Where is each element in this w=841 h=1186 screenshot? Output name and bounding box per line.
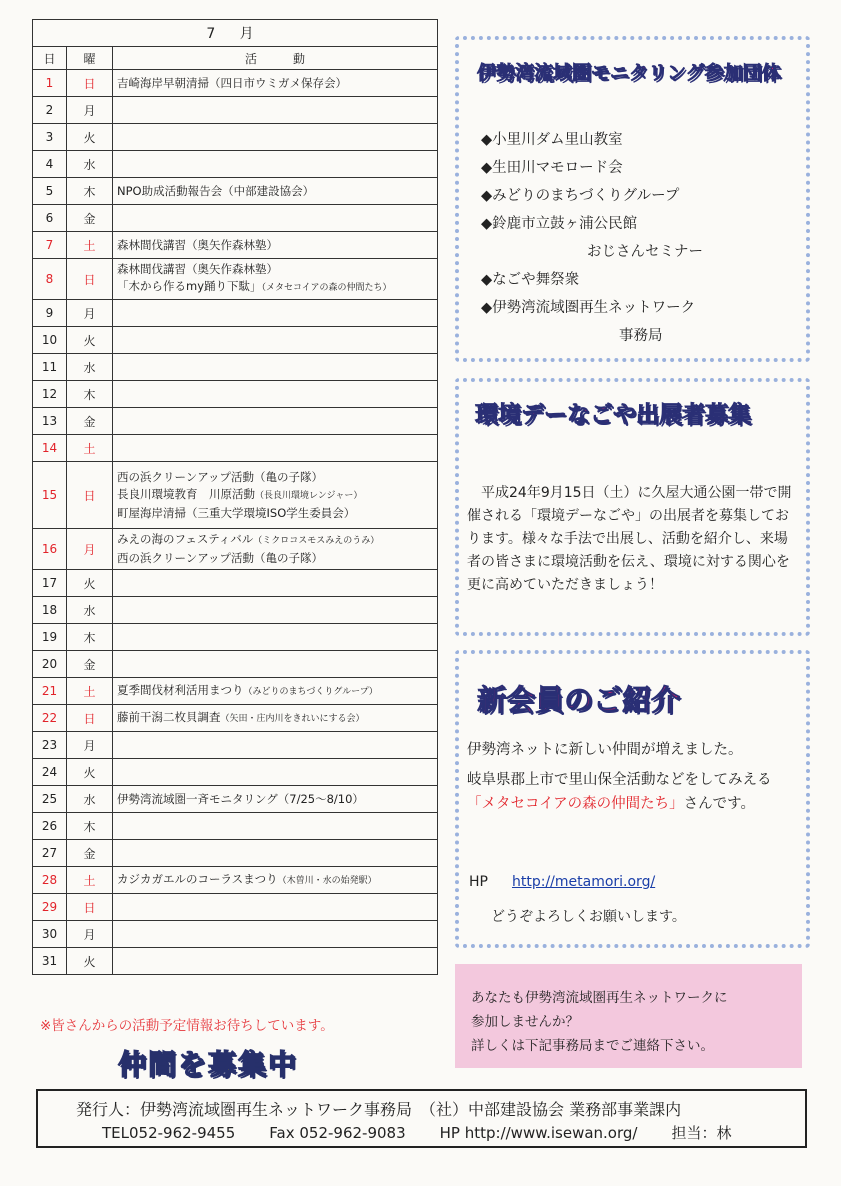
weekday-cell: 金 bbox=[67, 840, 113, 867]
table-row bbox=[33, 597, 438, 624]
weekday-cell: 金 bbox=[67, 205, 113, 232]
activity-cell bbox=[113, 178, 438, 205]
table-row bbox=[33, 813, 438, 840]
day-cell: 9 bbox=[33, 300, 67, 327]
activity-line bbox=[117, 505, 433, 522]
day-cell: 18 bbox=[33, 597, 67, 624]
join-invite-box bbox=[455, 964, 802, 1068]
weekday-cell: 月 bbox=[67, 97, 113, 124]
join-line-1: あなたも伊勢湾流域圏再生ネットワークに bbox=[471, 990, 728, 1006]
weekday-cell: 木 bbox=[67, 624, 113, 651]
activity-cell bbox=[113, 570, 438, 597]
weekday-cell: 火 bbox=[67, 759, 113, 786]
table-row bbox=[33, 435, 438, 462]
activity-cell bbox=[113, 597, 438, 624]
new-member-body bbox=[467, 738, 799, 816]
day-cell: 24 bbox=[33, 759, 67, 786]
weekday-cell: 月 bbox=[67, 300, 113, 327]
activity-text: 森林間伐講習（奥矢作森林塾） bbox=[117, 237, 278, 252]
activity-cell bbox=[113, 948, 438, 975]
weekday-cell: 月 bbox=[67, 921, 113, 948]
day-cell: 6 bbox=[33, 205, 67, 232]
contact-line bbox=[102, 1122, 765, 1143]
activity-line bbox=[117, 709, 433, 728]
activity-line bbox=[117, 75, 433, 92]
table-row bbox=[33, 205, 438, 232]
activity-text: 伊勢湾流域圏一斉モニタリング（7/25～8/10） bbox=[117, 791, 364, 806]
list-item: ◆伊勢湾流域圏再生ネットワーク bbox=[481, 300, 696, 316]
weekday-cell: 金 bbox=[67, 408, 113, 435]
activity-text: 吉崎海岸早朝清掃（四日市ウミガメ保存会） bbox=[117, 75, 347, 90]
join-line-2: 参加しませんか？ bbox=[471, 1014, 579, 1030]
expo-body: 平成24年9月15日（土）に久屋大通公園一帯で開催される「環境デーなごや」の出展者を募集しております。様々な手法で出展し、活動を紹介し、来場者の皆さまに環境活動を伝え、環境に対する関心を更に高めていただきましょう！ bbox=[467, 485, 792, 593]
activity-text: 藤前干潟二枚貝調査 bbox=[117, 709, 221, 724]
weekday-cell: 金 bbox=[67, 651, 113, 678]
activity-cell bbox=[113, 151, 438, 178]
day-cell: 27 bbox=[33, 840, 67, 867]
day-cell: 25 bbox=[33, 786, 67, 813]
activity-line bbox=[117, 531, 433, 550]
table-row bbox=[33, 124, 438, 151]
list-item: ◆生田川マモロード会 bbox=[481, 160, 623, 176]
activity-cell bbox=[113, 435, 438, 462]
activity-cell bbox=[113, 651, 438, 678]
activity-cell bbox=[113, 813, 438, 840]
weekday-cell: 火 bbox=[67, 948, 113, 975]
activity-line bbox=[117, 871, 433, 890]
table-row bbox=[33, 151, 438, 178]
activity-org: （メタセコイアの森の仲間たち） bbox=[261, 283, 392, 293]
weekday-cell: 日 bbox=[67, 462, 113, 529]
recruit-banner: 仲間を募集中 bbox=[118, 1048, 299, 1081]
join-invite-text bbox=[471, 986, 728, 1058]
day-cell: 19 bbox=[33, 624, 67, 651]
monitoring-box bbox=[455, 36, 810, 362]
weekday-header: 曜 bbox=[67, 47, 113, 70]
table-row bbox=[33, 354, 438, 381]
table-row bbox=[33, 867, 438, 894]
activity-cell bbox=[113, 921, 438, 948]
day-cell: 16 bbox=[33, 529, 67, 570]
activity-cell bbox=[113, 354, 438, 381]
activity-cell bbox=[113, 894, 438, 921]
activity-text: みえの海のフェスティバル bbox=[117, 532, 254, 546]
weekday-cell: 木 bbox=[67, 381, 113, 408]
activity-info-note: ※皆さんからの活動予定情報お待ちしています。 bbox=[40, 1018, 334, 1034]
weekday-cell: 火 bbox=[67, 327, 113, 354]
list-item: ◆鈴鹿市立鼓ヶ浦公民館 bbox=[481, 216, 638, 232]
day-cell: 13 bbox=[33, 408, 67, 435]
table-row bbox=[33, 624, 438, 651]
activity-cell bbox=[113, 408, 438, 435]
activity-cell bbox=[113, 705, 438, 732]
activity-line bbox=[117, 550, 433, 567]
monitoring-title: 伊勢湾流域圏モニタリング参加団体 bbox=[477, 62, 781, 84]
list-item: 事務局 bbox=[619, 328, 663, 344]
day-cell: 3 bbox=[33, 124, 67, 151]
weekday-cell: 月 bbox=[67, 529, 113, 570]
table-row bbox=[33, 97, 438, 124]
member-hp bbox=[469, 874, 655, 890]
activity-org: （みどりのまちづくりグループ） bbox=[243, 686, 378, 697]
table-row bbox=[33, 759, 438, 786]
member-paragraph-2 bbox=[467, 768, 799, 816]
expo-title: 環境デーなごや出展者募集 bbox=[475, 402, 751, 428]
activity-cell bbox=[113, 381, 438, 408]
table-row bbox=[33, 840, 438, 867]
weekday-cell: 土 bbox=[67, 678, 113, 705]
fax-number: Fax 052-962-9083 bbox=[269, 1124, 406, 1142]
weekday-cell: 月 bbox=[67, 732, 113, 759]
activity-cell bbox=[113, 232, 438, 259]
list-item: ◆みどりのまちづくりグループ bbox=[481, 188, 680, 204]
activity-text: NPO助成活動報告会（中部建設協会） bbox=[117, 183, 315, 198]
table-row bbox=[33, 462, 438, 529]
day-cell: 23 bbox=[33, 732, 67, 759]
activity-cell bbox=[113, 867, 438, 894]
activity-cell bbox=[113, 624, 438, 651]
activity-org: （木曽川・水の始発駅） bbox=[277, 875, 377, 886]
table-row bbox=[33, 300, 438, 327]
activity-text: 西の浜クリーンアップ活動（亀の子隊） bbox=[117, 469, 323, 484]
weekday-cell: 日 bbox=[67, 894, 113, 921]
day-cell: 1 bbox=[33, 70, 67, 97]
day-cell: 21 bbox=[33, 678, 67, 705]
member-group-name: 「メタセコイアの森の仲間たち」 bbox=[467, 796, 684, 812]
day-cell: 15 bbox=[33, 462, 67, 529]
month-title: 7 月 bbox=[33, 20, 438, 47]
expo-box bbox=[455, 378, 810, 636]
table-row bbox=[33, 651, 438, 678]
activity-org: （矢田・庄内川をきれいにする会） bbox=[220, 713, 365, 724]
hp-link[interactable]: http://metamori.org/ bbox=[511, 874, 656, 890]
hp-label: HP bbox=[469, 874, 488, 890]
table-row bbox=[33, 232, 438, 259]
weekday-cell: 土 bbox=[67, 232, 113, 259]
list-item: ◆小里川ダム里山教室 bbox=[481, 132, 623, 148]
day-cell: 12 bbox=[33, 381, 67, 408]
activity-cell bbox=[113, 327, 438, 354]
activity-cell bbox=[113, 786, 438, 813]
regards-text: どうぞよろしくお願いします。 bbox=[491, 909, 686, 925]
activity-line bbox=[117, 791, 433, 808]
activity-text: 西の浜クリーンアップ活動（亀の子隊） bbox=[117, 551, 323, 565]
table-row bbox=[33, 570, 438, 597]
table-row bbox=[33, 678, 438, 705]
weekday-cell: 火 bbox=[67, 124, 113, 151]
day-cell: 4 bbox=[33, 151, 67, 178]
activity-line bbox=[117, 486, 433, 505]
table-row bbox=[33, 381, 438, 408]
day-cell: 2 bbox=[33, 97, 67, 124]
table-row bbox=[33, 259, 438, 300]
weekday-cell: 日 bbox=[67, 70, 113, 97]
table-row bbox=[33, 948, 438, 975]
activity-cell bbox=[113, 759, 438, 786]
day-cell: 8 bbox=[33, 259, 67, 300]
day-cell: 29 bbox=[33, 894, 67, 921]
activity-header: 活 動 bbox=[113, 47, 438, 70]
activity-cell bbox=[113, 678, 438, 705]
activity-text: カジカガエルのコーラスまつり bbox=[117, 871, 278, 886]
activity-text: 夏季間伐材利活用まつり bbox=[117, 682, 244, 697]
day-cell: 11 bbox=[33, 354, 67, 381]
day-cell: 28 bbox=[33, 867, 67, 894]
day-cell: 17 bbox=[33, 570, 67, 597]
list-item: おじさんセミナー bbox=[587, 244, 703, 260]
table-row bbox=[33, 894, 438, 921]
weekday-cell: 水 bbox=[67, 151, 113, 178]
table-row bbox=[33, 705, 438, 732]
activity-org: （ミクロコスモスみえのうみ） bbox=[253, 536, 380, 546]
day-cell: 22 bbox=[33, 705, 67, 732]
day-cell: 5 bbox=[33, 178, 67, 205]
weekday-cell: 水 bbox=[67, 354, 113, 381]
activity-cell bbox=[113, 70, 438, 97]
day-cell: 31 bbox=[33, 948, 67, 975]
activity-text: 「木から作るmy踊り下駄」 bbox=[117, 279, 262, 293]
table-row bbox=[33, 529, 438, 570]
activity-line bbox=[117, 469, 433, 486]
weekday-cell: 木 bbox=[67, 178, 113, 205]
activity-cell bbox=[113, 97, 438, 124]
activity-calendar bbox=[32, 19, 438, 975]
homepage-url: HP http://www.isewan.org/ bbox=[439, 1124, 638, 1142]
activity-cell bbox=[113, 732, 438, 759]
table-row bbox=[33, 327, 438, 354]
weekday-cell: 日 bbox=[67, 259, 113, 300]
table-row bbox=[33, 178, 438, 205]
activity-cell bbox=[113, 124, 438, 151]
weekday-cell: 水 bbox=[67, 597, 113, 624]
day-cell: 30 bbox=[33, 921, 67, 948]
day-cell: 14 bbox=[33, 435, 67, 462]
member-text-a: 岐阜県郡上市で里山保全活動などをしてみえる bbox=[467, 772, 772, 788]
table-row bbox=[33, 408, 438, 435]
publisher-line: 発行人：伊勢湾流域圏再生ネットワーク事務局 （社）中部建設協会 業務部事業課内 bbox=[76, 1100, 682, 1119]
activity-cell bbox=[113, 529, 438, 570]
activity-cell bbox=[113, 840, 438, 867]
activity-cell bbox=[113, 259, 438, 300]
day-cell: 26 bbox=[33, 813, 67, 840]
tel-number: TEL052-962-9455 bbox=[102, 1124, 236, 1142]
day-cell: 7 bbox=[33, 232, 67, 259]
activity-line bbox=[117, 682, 433, 701]
monitoring-list bbox=[481, 126, 703, 350]
join-line-3: 詳しくは下記事務局までご連絡下さい。 bbox=[471, 1038, 714, 1054]
table-row bbox=[33, 732, 438, 759]
day-cell: 10 bbox=[33, 327, 67, 354]
weekday-cell: 日 bbox=[67, 705, 113, 732]
activity-text: 長良川環境教育 川原活動 bbox=[117, 486, 255, 501]
contact-person: 担当：林 bbox=[671, 1124, 732, 1142]
activity-cell bbox=[113, 462, 438, 529]
member-text-c: さんです。 bbox=[683, 796, 755, 812]
activity-text: 町屋海岸清掃（三重大学環境ISO学生委員会） bbox=[117, 505, 356, 520]
day-header: 日 bbox=[33, 47, 67, 70]
activity-text: 森林間伐講習（奥矢作森林塾） bbox=[117, 262, 278, 276]
member-paragraph-1: 伊勢湾ネットに新しい仲間が増えました。 bbox=[467, 742, 743, 758]
activity-line bbox=[117, 261, 433, 278]
publisher-footer bbox=[36, 1089, 807, 1148]
activity-org: （長良川環境レンジャー） bbox=[255, 490, 363, 501]
activity-line bbox=[117, 278, 433, 297]
table-row bbox=[33, 70, 438, 97]
activity-cell bbox=[113, 300, 438, 327]
activity-line bbox=[117, 237, 433, 254]
weekday-cell: 木 bbox=[67, 813, 113, 840]
new-member-title: 新会員のご紹介 bbox=[477, 683, 681, 717]
activity-cell bbox=[113, 205, 438, 232]
weekday-cell: 土 bbox=[67, 867, 113, 894]
activity-line bbox=[117, 183, 433, 200]
weekday-cell: 火 bbox=[67, 570, 113, 597]
table-row bbox=[33, 786, 438, 813]
list-item: ◆なごや舞祭衆 bbox=[481, 272, 580, 288]
weekday-cell: 水 bbox=[67, 786, 113, 813]
new-member-box bbox=[455, 650, 810, 948]
table-row bbox=[33, 921, 438, 948]
weekday-cell: 土 bbox=[67, 435, 113, 462]
day-cell: 20 bbox=[33, 651, 67, 678]
